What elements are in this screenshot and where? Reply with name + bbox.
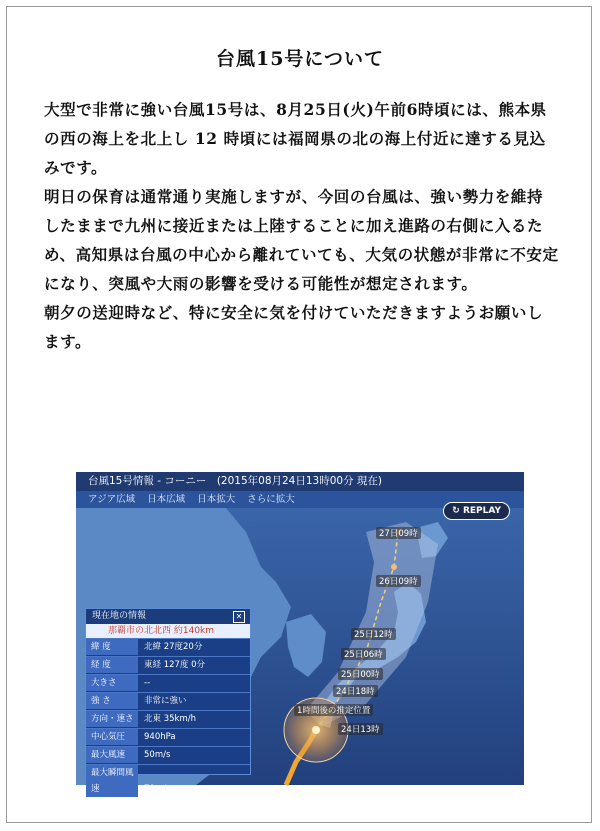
info-value: 940hPa — [144, 732, 176, 742]
info-value: 東経 127度 0分 — [144, 660, 206, 670]
info-value: 北東 35km/h — [144, 714, 196, 724]
info-row-strength — [86, 692, 250, 710]
track-label: 27日09時 — [376, 527, 421, 539]
paragraph-forecast: 大型で非常に強い台風15号は、8月25日(火)午前6時頃には、熊本県の西の海上を北上し 12 時頃には福岡県の北の海上付近に達する見込みです。 — [44, 100, 547, 177]
info-row-pressure — [86, 728, 250, 746]
info-key: 大きさ — [86, 675, 138, 691]
tab-japan-wide[interactable]: 日本広域 — [147, 494, 186, 505]
replay-icon: ↻ — [452, 506, 463, 516]
track-label: 24日18時 — [333, 685, 378, 697]
info-value: 非常に強い — [144, 696, 187, 706]
info-row-direction-speed — [86, 710, 250, 728]
notice-body — [44, 95, 559, 356]
close-icon[interactable]: ✕ — [233, 611, 245, 623]
info-row-max-wind — [86, 746, 250, 764]
track-label: 25日06時 — [341, 648, 386, 660]
info-key: 最大風速 — [86, 747, 138, 763]
tab-japan-zoom[interactable]: 日本拡大 — [197, 494, 236, 505]
info-row-max-gust — [86, 764, 250, 794]
track-label-estimate: 1時間後の推定位置 — [294, 704, 373, 716]
track-label-current: 24日13時 — [338, 723, 383, 735]
info-value: 70m/s — [144, 784, 171, 794]
info-key: 中心気圧 — [86, 729, 138, 745]
map-header: 台風15号情報 - コーニー (2015年08月24日13時00分 現在) — [76, 472, 524, 491]
info-title — [86, 609, 250, 624]
info-title-text: 現在地の情報 — [92, 611, 147, 621]
info-row-longitude — [86, 656, 250, 674]
info-row-size — [86, 674, 250, 692]
paragraph-childcare: 明日の保育は通常通り実施しますが、今回の台風は、強い勢力を維持したままで九州に接近または上陸することに加え進路の右側に入るため、高知県は台風の中心から離れていても、大気の状態が非常に不安定になり、突風や大雨の影響を受ける可能性が想定されます。 — [44, 187, 559, 293]
info-row-latitude — [86, 638, 250, 656]
info-key: 最大瞬間風速 — [86, 765, 138, 797]
info-key: 経 度 — [86, 657, 138, 673]
paragraph-request: 朝夕の送迎時など、特に安全に気を付けていただきますようお願いします。 — [44, 303, 544, 351]
tab-zoom-more[interactable]: さらに拡大 — [247, 494, 295, 505]
typhoon-map — [76, 472, 524, 794]
tab-asia-wide[interactable]: アジア広域 — [88, 494, 136, 505]
track-label: 26日09時 — [376, 575, 421, 587]
location-info-panel — [85, 608, 251, 794]
track-label: 25日00時 — [338, 668, 383, 680]
info-value: 北緯 27度20分 — [144, 642, 203, 652]
info-value: -- — [144, 678, 151, 688]
info-key: 強 さ — [86, 693, 138, 709]
track-label: 25日12時 — [351, 628, 396, 640]
info-key: 緯 度 — [86, 639, 138, 655]
page-title: 台風15号について — [215, 48, 385, 70]
replay-button[interactable] — [443, 502, 510, 520]
replay-label: REPLAY — [462, 506, 501, 516]
info-value: 50m/s — [144, 750, 171, 760]
info-place: 那覇市の北北西 約140km — [86, 624, 250, 638]
info-key: 方向・速さ — [86, 711, 138, 727]
